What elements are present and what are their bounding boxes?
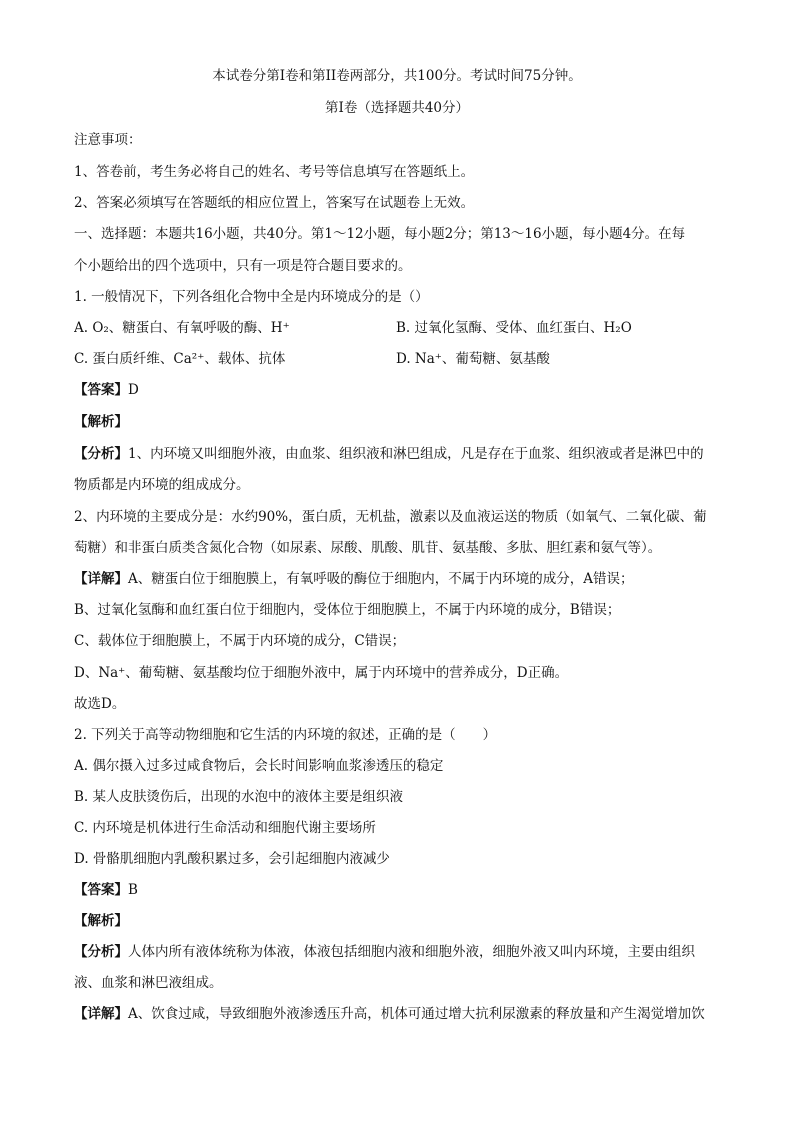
q1-xiangjie-2: B、过氧化氢酶和血红蛋白位于细胞内，受体位于细胞膜上，不属于内环境的成分，B错误； [74,602,621,618]
q1-options-ab [74,318,722,338]
fenxi-tag: 【分析】 [74,446,128,462]
section-heading-cont: 个小题给出的四个选项中，只有一项是符合题目要求的。 [74,258,412,274]
q2-option-b: B. 某人皮肤烫伤后，出现的水泡中的液体主要是组织液 [74,789,404,805]
q1-fenxi-2: 物质都是内环境的组成成分。 [74,477,250,493]
fenxi-tag: 【分析】 [74,944,128,960]
note-2: 2、答案必须填写在答题纸的相应位置上，答案写在试题卷上无效。 [74,195,475,211]
q1-options-cd [74,349,722,369]
q1-option-c: C. 蛋白质纤维、Ca²⁺、载体、抗体 [74,351,286,367]
q1-stem: 1. 一般情况下，下列各组化合物中全是内环境成分的是（） [74,289,429,305]
q2-stem: 2. 下列关于高等动物细胞和它生活的内环境的叙述，正确的是（ ） [74,727,497,743]
answer-value: D [128,382,139,398]
q1-xiangjie-3: C、载体位于细胞膜上，不属于内环境的成分，C错误； [74,633,406,649]
q1-option-b: B. 过氧化氢酶、受体、血红蛋白、H₂O [396,320,632,336]
q2-option-a: A. 偶尔摄入过多过咸食物后，会长时间影响血浆渗透压的稳定 [74,758,444,774]
q2-fenxi-1: 【分析】人体内所有液体统称为体液，体液包括细胞内液和细胞外液，细胞外液又叫内环境，主要由组织 [74,944,695,960]
q2-answer [74,880,722,900]
xiangjie-tag: 【详解】 [74,1006,128,1022]
part-title: 第Ⅰ卷（选择题共40分） [324,100,469,116]
note-1: 1、答卷前，考生务必将自己的姓名、考号等信息填写在答题纸上。 [74,164,475,180]
answer-tag: 【答案】 [74,882,128,898]
q1-option-a: A. O₂、糖蛋白、有氧呼吸的酶、H⁺ [74,320,290,336]
q1-conclusion: 故选D。 [74,696,126,712]
q1-answer [74,380,722,400]
q1-fenxi-1: 【分析】1、内环境又叫细胞外液，由血浆、组织液和淋巴组成，凡是存在于血浆、组织液或者是淋巴中的 [74,446,704,462]
exam-instructions: 本试卷分第Ⅰ卷和第II卷两部分，共100分。考试时间75分钟。 [212,68,582,84]
q1-option-d: D. Na⁺、葡萄糖、氨基酸 [396,351,550,367]
q2-analysis-tag: 【解析】 [74,913,128,929]
q1-xiangjie-4: D、Na⁺、葡萄糖、氨基酸均位于细胞外液中，属于内环境中的营养成分，D正确。 [74,665,569,681]
q1-analysis-tag: 【解析】 [74,414,128,430]
q2-fenxi-2: 液、血浆和淋巴液组成。 [74,975,223,991]
section-heading: 一、选择题：本题共16小题，共40分。第1～12小题，每小题2分；第13～16小题，每小题4分。在每 [74,226,686,242]
answer-tag: 【答案】 [74,382,128,398]
q2-option-d: D. 骨骼肌细胞内乳酸积累过多，会引起细胞内液减少 [74,851,390,867]
q1-fenxi-4: 萄糖）和非蛋白质类含氮化合物（如尿素、尿酸、肌酸、肌苷、氨基酸、多肽、胆红素和氨气等）。 [74,540,662,556]
xiangjie-tag: 【详解】 [74,571,128,587]
notes-title: 注意事项： [74,132,142,148]
q2-xiangjie-1: 【详解】A、饮食过咸，导致细胞外液渗透压升高，机体可通过增大抗利尿激素的释放量和产生渴觉增加饮 [74,1006,705,1022]
answer-value: B [128,882,138,898]
q1-fenxi-3: 2、内环境的主要成分是：水约90%，蛋白质，无机盐，激素以及血液运送的物质（如氧气、二氧化碳、葡 [74,509,707,525]
q1-xiangjie-1: 【详解】A、糖蛋白位于细胞膜上，有氧呼吸的酶位于细胞内，不属于内环境的成分，A错误； [74,571,634,587]
q2-option-c: C. 内环境是机体进行生命活动和细胞代谢主要场所 [74,820,376,836]
